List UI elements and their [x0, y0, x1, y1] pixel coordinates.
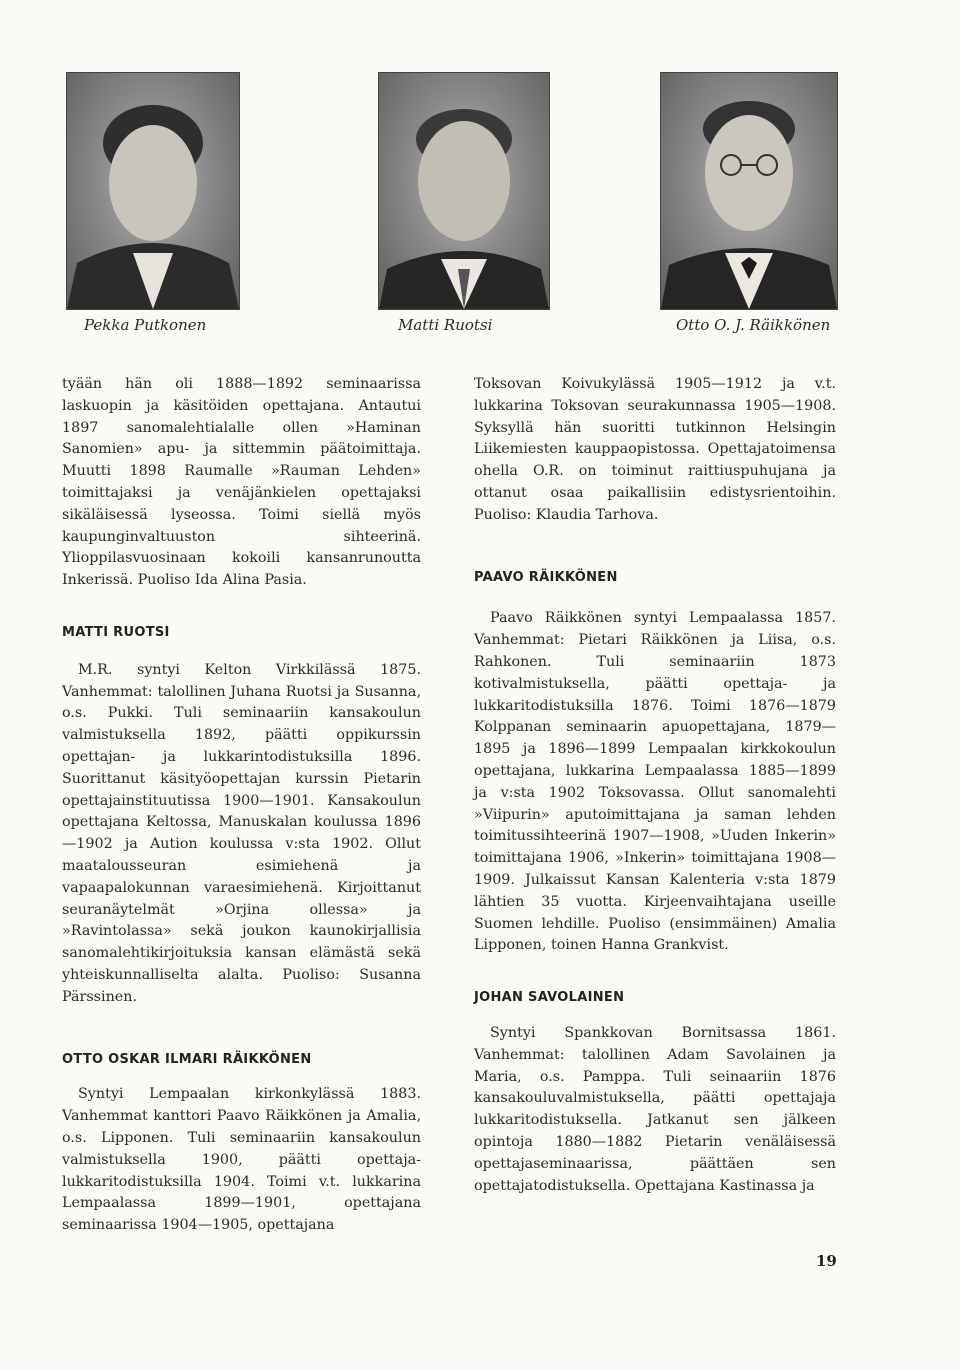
portrait-image [67, 73, 239, 309]
right-column [474, 374, 836, 1197]
photo-caption: Matti Ruotsi [398, 316, 493, 334]
paragraph-continued: Toksovan Koivukylässä 1905—1912 ja v.t. lukkarina Toksovan seurakunnassa 1905—1908. Syksyllä hän suoritti tutkinnon Helsingin Liikemiesten kauppaopistossa. Opettajatoimensa ohella O.R. on toiminut raittiuspuhujana ja ottanut osaa paikallisiin edistysrientoihin. Puoliso: Klaudia Tarhova. [474, 376, 836, 523]
portrait-image [661, 73, 837, 309]
portrait-photo-matti-ruotsi [378, 72, 550, 310]
photo-caption: Pekka Putkonen [84, 316, 207, 334]
section-heading-matti-ruotsi: MATTI RUOTSI [62, 624, 170, 640]
section-heading-paavo-raikkonen: PAAVO RÄIKKÖNEN [474, 569, 618, 585]
paragraph-johan-savolainen: Syntyi Spankkovan Bornitsassa 1861. Vanhemmat: talollinen Adam Savolainen ja Maria, o.s. Pamppa. Tuli seinaariin 1876 kansakouluvalmistuksella, päätti opettajaja lukkaritodistuksella. Jatkanut sen jälkeen opintoja 1880—1882 Pietarin venäläisessä opettajaseminaarissa, päättäen sen opettajatodistuksella. Opettajana Kastinassa ja [474, 1024, 836, 1194]
photo-caption: Otto O. J. Räikkönen [676, 316, 831, 334]
section-heading-johan-savolainen: JOHAN SAVOLAINEN [474, 990, 625, 1006]
paragraph-continued: tyään hän oli 1888—1892 seminaarissa laskuopin ja käsitöiden opettajana. Antautui 1897 sanomalehtialalle ollen »Haminan Sanomien» apu- ja sittemmin päätoimittaja. Muutti 1898 Raumalle »Rauman Lehden» toimittajaksi ja venäjänkielen opettajaksi sikäläisessä lyseossa. Toimi siellä myös kaupunginvaltuuston sihteerinä. Ylioppilasvuosinaan kokoili kansanrunoutta Inkerissä. Puoliso Ida Alina Pasia. [62, 376, 421, 589]
paragraph-paavo-raikkonen: Paavo Räikkönen syntyi Lempaalassa 1857. Vanhemmat: Pietari Räikkönen ja Liisa, o.s. Rahkonen. Tuli seminaariin 1873 kotivalmistuksella, päätti opettaja- ja lukkaritodistuksilla 1876. Toimi 1876—1879 Kolppanan seminaarin apuopettajana, 1879—1895 ja 1896—1899 Lempaalan kirkkokoulun opettajana, lukkarina Lempaalassa 1885—1899 ja v:sta 1902 Toksovassa. Ollut sanomalehti »Viipurin» aputoimittajana ja saman lehden toimitussihteerinä 1907—1908, »Uuden Inkerin» toimittajana 1906, »Inkerin» toimittajana 1908—1909. Julkaissut Kansan Kalenteria v:sta 1879 lähtien 35 vuotta. Kirjeenvaihtajana useille Suomen lehdille. Puoliso (ensimmäinen) Amalia Lipponen, toinen Hanna Grankvist. [474, 610, 836, 954]
paragraph-matti-ruotsi: M.R. syntyi Kelton Virkkilässä 1875. Vanhemmat: talollinen Juhana Ruotsi ja Susanna, o.s. Pukki. Tuli seminaariin kansakoulun valmistuksella 1892, päätti oppikurssin opettajan- ja lukkarintodistuksilla 1896. Suorittanut käsityöopettajan kurssin Pietarin opettajainstituutissa 1900—1901. Kansakoulun opettajana Keltossa, Manuskalan koulussa 1896—1902 ja Aution koulussa v:sta 1902. Ollut maatalousseuran esimiehenä ja vapaapalokunnan varaesimiehenä. Kirjoittanut seuranäytelmät »Orjina ollessa» ja »Ravintolassa» sekä joukon kaunokirjallisia sanomalehtikirjoituksia kansan elämästä sekä yhteiskunnalliselta alalta. Puoliso: Susanna Pärssinen. [62, 661, 421, 1005]
section-heading-otto-raikkonen: OTTO OSKAR ILMARI RÄIKKÖNEN [62, 1051, 312, 1067]
paragraph-otto-raikkonen: Syntyi Lempaalan kirkonkylässä 1883. Vanhemmat kanttori Paavo Räikkönen ja Amalia, o.s. Lipponen. Tuli seminaariin kansakoulun valmistuksella 1900, päätti opettaja-lukkaritodistuksilla 1904. Toimi v.t. lukkarina Lempaalassa 1899—1901, opettajana seminaarissa 1904—1905, opettajana [62, 1086, 421, 1234]
page-number: 19 [816, 1252, 837, 1270]
portrait-photo-pekka-putkonen [66, 72, 240, 310]
portrait-photo-otto-raikkonen [660, 72, 838, 310]
portrait-image [379, 73, 549, 309]
left-column [62, 374, 421, 1237]
